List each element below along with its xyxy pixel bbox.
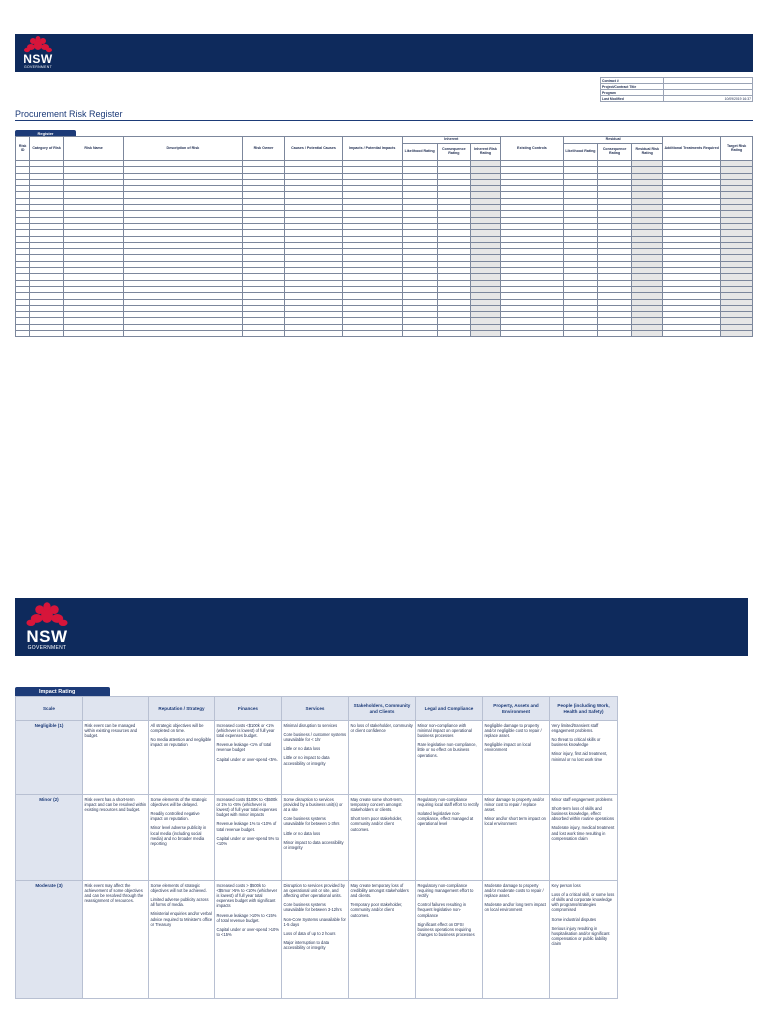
- tab-impact-rating[interactable]: Impact Rating: [15, 687, 110, 696]
- impact-cell-property: [483, 721, 550, 795]
- impact-text: Minor staff engagement problems: [551, 797, 613, 802]
- impact-cell-services: [282, 881, 349, 999]
- col-reputation: Reputation / Strategy: [149, 697, 215, 721]
- impact-text: Minor damage to property and/or minor cost to repair / replace asset.: [484, 797, 545, 813]
- impact-row: [16, 881, 618, 999]
- impact-cell-services: [282, 795, 349, 881]
- nsw-wordmark: NSW: [26, 627, 68, 646]
- col-inherent-consequence: Consequence Rating: [437, 144, 471, 161]
- impact-row: [16, 795, 618, 881]
- impact-text: Limited adverse publicity across all forms of media.: [150, 897, 209, 908]
- col-additional-treatments: Additional Treatments Required: [663, 137, 721, 161]
- register-body: [16, 161, 753, 337]
- impact-cell-legal: [416, 721, 483, 795]
- impact-text: Moderate damage to property and/or moderate costs to repair / replace asset.: [484, 883, 544, 899]
- col-impacts: Impacts / Potential Impacts: [342, 137, 402, 161]
- info-row-modified: [601, 96, 753, 102]
- impact-text: Regulatory non-compliance requiring local staff effort to rectify: [417, 797, 479, 808]
- register-cell[interactable]: [285, 331, 342, 337]
- impact-cell-finances: [215, 795, 282, 881]
- impact-text: Revenue leakage >10% to <15% of total revenue budget.: [216, 912, 277, 923]
- register-cell[interactable]: [597, 331, 632, 337]
- impact-scale: Negligible (1): [16, 721, 83, 795]
- register-cell[interactable]: [63, 331, 123, 337]
- nsw-government-text: GOVERNMENT: [23, 65, 53, 69]
- register-row: [16, 331, 753, 337]
- impact-text: Minor and/or short term impact on local environment: [484, 816, 546, 827]
- waratah-icon: [25, 602, 69, 629]
- impact-cell-property: [483, 881, 550, 999]
- impact-text: Significant effect on DFSI business operations requiring changes to business processes: [417, 921, 475, 937]
- nsw-logo: [25, 602, 69, 651]
- impact-text: No media attention and negligible impact on reputation: [150, 737, 212, 748]
- nsw-government-text: GOVERNMENT: [27, 645, 67, 651]
- group-residual: Residual: [564, 137, 663, 144]
- col-risk-id: Risk ID: [16, 137, 30, 161]
- col-causes: Causes / Potential Causes: [285, 137, 342, 161]
- impact-text: May create some short-term, temporary concern amongst stakeholders or clients.: [350, 797, 403, 813]
- impact-text: Isolated legislative non-compliance, effect managed at operational level: [417, 811, 474, 827]
- impact-cell-property: [483, 795, 550, 881]
- col-stakeholders: Stakeholders, Community and Clients: [349, 697, 416, 721]
- nsw-logo: [23, 36, 53, 70]
- impact-text: Control failures resulting in frequent legislative non-compliance: [417, 902, 466, 918]
- impact-text: Loss of a critical skill, or some loss of skills and corporate knowledge with programs/strategies compromised: [551, 892, 615, 913]
- impact-cell-people: [550, 881, 618, 999]
- risk-register-table: [15, 136, 753, 337]
- impact-text: Regulatory non-compliance requiring management effort to rectify: [417, 883, 474, 899]
- register-cell[interactable]: [663, 331, 721, 337]
- col-risk-name: Risk Name: [63, 137, 123, 161]
- impact-text: Rare legislative non-compliance, little or no effect on business operations.: [417, 742, 477, 758]
- register-cell[interactable]: [342, 331, 402, 337]
- impact-text: Core business systems unavailable for between 1-3hrs: [283, 816, 340, 827]
- impact-text: Core business systems unavailable for between 3-12hrs: [283, 902, 342, 913]
- impact-text: All strategic objectives will be completed on time.: [150, 723, 204, 734]
- impact-cell-reputation: [149, 795, 215, 881]
- impact-scale: Moderate (3): [16, 881, 83, 999]
- impact-text: Little or no data loss: [283, 746, 321, 752]
- impact-text: Negligible impact on local environment: [484, 742, 531, 753]
- impact-text: Moderate injury, medical treatment and lost work time resulting in compensation claim: [551, 825, 615, 841]
- col-description: Description of Risk: [124, 137, 242, 161]
- impact-text: Increased costs > $500k to <$5mor >5% to <10% (whichever is lowest) of full year total expenses budget with significant impacts: [216, 883, 278, 909]
- col-existing-controls: Existing Controls: [500, 137, 563, 161]
- impact-text: May create temporary loss of credibility amongst stakeholders and clients.: [350, 883, 409, 899]
- impact-text: Non-Core Systems unavailable for 1-5 days: [283, 916, 346, 927]
- register-cell[interactable]: [500, 331, 563, 337]
- register-cell[interactable]: [30, 331, 64, 337]
- impact-rating-table: [15, 696, 618, 999]
- impact-text: Short term poor stakeholder, community and/or client outcomes.: [350, 816, 403, 832]
- info-label: Last Modified: [601, 96, 664, 102]
- col-residual-consequence: Consequence Rating: [597, 144, 632, 161]
- impact-text: Capital under or over-spend >10% to <15%: [216, 926, 279, 937]
- info-label: Program: [601, 90, 664, 96]
- impact-cell-people: [550, 721, 618, 795]
- impact-cell-reputation: [149, 881, 215, 999]
- col-finances: Finances: [215, 697, 282, 721]
- impact-description: Risk event has a short-term impact and can be resolved within existing resources and budget.: [83, 795, 149, 881]
- register-cell[interactable]: [437, 331, 471, 337]
- register-cell[interactable]: [16, 331, 30, 337]
- col-owner: Risk Owner: [242, 137, 285, 161]
- impact-cell-legal: [416, 795, 483, 881]
- register-cell[interactable]: [242, 331, 285, 337]
- impact-text: Serious injury resulting in hospitalisation and/or significant compensation or public liability claim: [551, 925, 610, 946]
- col-scale: Scale: [16, 697, 83, 721]
- nsw-wordmark: NSW: [23, 52, 53, 66]
- impact-text: Increased costs $100K to <$500k or 1% to <5% (whichever is lowest) of full year total expenses budget with minor impacts: [216, 797, 278, 818]
- impact-text: Capital under or over-spend <5%.: [216, 756, 278, 762]
- impact-body: [16, 721, 618, 999]
- impact-scale: Minor (2): [16, 795, 83, 881]
- impact-text: Little or no impact to data accessibility or integrity: [283, 755, 330, 766]
- impact-cell-stakeholders: [349, 881, 416, 999]
- impact-row: [16, 721, 618, 795]
- register-cell[interactable]: [564, 331, 598, 337]
- impact-text: Minor non-compliance with minimal impact on operational business processes: [417, 723, 472, 739]
- register-cell[interactable]: [471, 331, 501, 337]
- info-value: 10/09/2019 16:37: [664, 96, 753, 102]
- impact-text: Negligible damage to property and/or negligible cost to repair / replace asset.: [484, 723, 542, 739]
- impact-text: No threat to critical skills or business knowledge: [551, 737, 601, 748]
- tab-register[interactable]: Register: [15, 130, 76, 136]
- impact-text: Some disruption to services provided by a business unit(s) or at a site: [283, 797, 343, 813]
- impact-cell-services: [282, 721, 349, 795]
- impact-text: Disruption to services provided by an operational unit or site, and affecting other operational units.: [283, 883, 345, 899]
- col-services: Services: [282, 697, 349, 721]
- impact-text: Increased costs <$100k or <1% (whichever is lowest) of full year total expenses budget.: [216, 723, 275, 739]
- impact-text: Temporary poor stakeholder, community and/or client outcomes.: [350, 902, 403, 918]
- register-cell[interactable]: [632, 331, 663, 337]
- impact-text: Some elements of strategic objectives will not be achieved.: [150, 883, 207, 894]
- impact-text: Minor impact to data accessibility or integrity: [283, 839, 344, 850]
- col-residual-rating: Residual Risk Rating: [632, 144, 663, 161]
- impact-text: Capital under or over-spend 5% to <10%: [216, 835, 279, 846]
- col-category: Category of Risk: [30, 137, 64, 161]
- register-cell[interactable]: [402, 331, 437, 337]
- header-banner-impact: [15, 598, 748, 656]
- col-target-rating: Target Risk Rating: [721, 137, 753, 161]
- info-label: Project/Contract Title: [601, 84, 664, 90]
- impact-cell-stakeholders: [349, 721, 416, 795]
- header-banner: [15, 34, 753, 72]
- col-property: Property, Assets and Environment: [483, 697, 550, 721]
- impact-text: Very limited/transient staff engagement problems.: [551, 723, 599, 734]
- impact-text: Revenue leakage <1% of total revenue budget: [216, 742, 272, 753]
- contract-info-table: [600, 77, 753, 102]
- impact-text: No loss of stakeholder, community or client confidence: [350, 723, 413, 734]
- impact-text: Readily controlled negative impact on reputation.: [150, 811, 200, 822]
- impact-text: Minimal disruption to services: [283, 723, 338, 728]
- title-divider: [15, 120, 753, 121]
- impact-cell-finances: [215, 881, 282, 999]
- col-inherent-likelihood: Likelihood Rating: [402, 144, 437, 161]
- impact-text: Moderate and/or long term impact on local environment: [484, 902, 546, 913]
- impact-text: Some elements of the strategic objectives will be delayed.: [150, 797, 207, 808]
- impact-cell-people: [550, 795, 618, 881]
- impact-cell-legal: [416, 881, 483, 999]
- register-cell[interactable]: [124, 331, 242, 337]
- col-residual-likelihood: Likelihood Rating: [564, 144, 598, 161]
- impact-text: Core business / customer systems unavailable for < 1hr: [283, 732, 347, 743]
- impact-text: Little or no data loss: [283, 830, 321, 836]
- group-inherent: Inherent: [402, 137, 500, 144]
- impact-description: Risk event can be managed within existing resources and budget.: [83, 721, 149, 795]
- impact-text: Short-term loss of skills and business knowledge, effect absorbed within routine operations: [551, 806, 615, 822]
- page-title: Procurement Risk Register: [15, 109, 123, 119]
- impact-text: Minor injury, first aid treatment, minimal or no lost work time: [551, 751, 608, 762]
- impact-text: Key person loss: [551, 883, 581, 888]
- impact-text: Some industrial disputes: [551, 916, 597, 922]
- col-blank: [83, 697, 149, 721]
- impact-cell-stakeholders: [349, 795, 416, 881]
- col-inherent-rating: Inherent Risk Rating: [471, 144, 501, 161]
- col-legal: Legal and Compliance: [416, 697, 483, 721]
- impact-cell-finances: [215, 721, 282, 795]
- col-people: People (including Work, Health and Safety): [550, 697, 618, 721]
- impact-text: Loss of data of up to 2 hours: [283, 930, 336, 936]
- impact-text: Ministerial enquiries and/or verbal advice required to Minister's office or Treasury: [150, 911, 213, 927]
- impact-text: Minor level adverse publicity in local media (including social media) and no broader media reporting: [150, 825, 207, 846]
- register-cell[interactable]: [721, 331, 753, 337]
- impact-text: Major interruption to data accessibility or integrity: [283, 939, 330, 950]
- impact-cell-reputation: [149, 721, 215, 795]
- impact-description: Risk event may affect the achievement of some objectives and can be resolved through the reassignment of resources.: [83, 881, 149, 999]
- info-label: Contract #: [601, 78, 664, 84]
- impact-text: Revenue leakage 1% to <10% of total revenue budget.: [216, 821, 277, 832]
